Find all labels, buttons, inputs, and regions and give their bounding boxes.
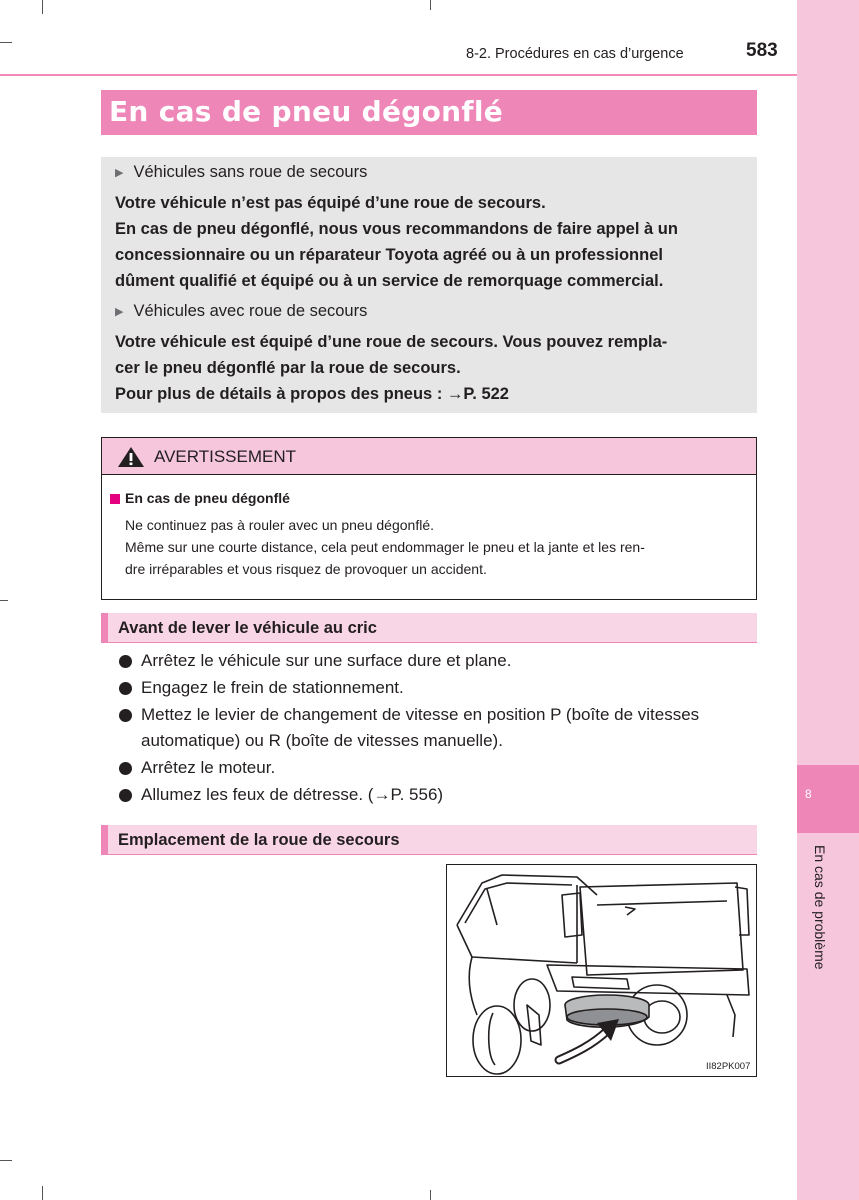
hazard-lights-reference-link[interactable]: Allumez les feux de détresse. (→P. 556) [141, 785, 444, 804]
bullet-dot-icon [119, 709, 132, 722]
no-spare-heading: Véhicules sans roue de secours [133, 163, 368, 181]
section-header-before-jacking [101, 613, 757, 643]
bullet-dot-icon [119, 682, 132, 695]
list-item: Arrêtez le véhicule sur une surface dure et plane. [141, 651, 512, 670]
section-header-spare-location [101, 825, 757, 855]
no-spare-heading-row [115, 159, 367, 187]
tire-reference-link[interactable]: Pour plus de détails à propos des pneus : →P. 522 [115, 385, 509, 403]
chapter-label: En cas de problème [812, 845, 828, 970]
with-spare-line: cer le pneu dégonflé par la roue de secours. [115, 359, 461, 377]
bullet-dot-icon [119, 762, 132, 775]
warning-line: Même sur une courte distance, cela peut endommager le pneu et la jante et les ren- [125, 539, 645, 555]
warning-subtitle: En cas de pneu dégonflé [125, 490, 290, 506]
warning-line: Ne continuez pas à rouler avec un pneu dégonflé. [125, 517, 434, 533]
bullet-dot-icon [119, 789, 132, 802]
with-spare-heading: Véhicules avec roue de secours [133, 302, 368, 320]
chapter-tab[interactable] [797, 765, 859, 833]
warning-triangle-icon [117, 446, 145, 468]
no-spare-line: concessionnaire ou un réparateur Toyota agréé ou à un professionnel [115, 246, 663, 264]
truck-rear-drawing [447, 865, 757, 1077]
chapter-strip [797, 0, 859, 1200]
no-spare-line: dûment qualifié et équipé ou à un service de remorquage commercial. [115, 272, 664, 290]
section-heading: Emplacement de la roue de secours [118, 831, 400, 849]
no-spare-line: En cas de pneu dégonflé, nous vous recommandons de faire appel à un [115, 220, 678, 238]
page-title: En cas de pneu dégonflé [109, 95, 504, 128]
figure-code: II82PK007 [706, 1061, 751, 1072]
bullet-dot-icon [119, 655, 132, 668]
crop-mark [0, 42, 12, 43]
warning-title: AVERTISSEMENT [154, 447, 297, 466]
section-heading: Avant de lever le véhicule au cric [118, 619, 377, 637]
crop-mark [430, 1190, 431, 1200]
triangle-bullet-icon: ▶ [115, 306, 124, 318]
page-title-bar [101, 90, 757, 135]
section-title: 8-2. Procédures en cas d’urgence [466, 46, 684, 62]
with-spare-line: Votre véhicule est équipé d’une roue de secours. Vous pouvez rempla- [115, 333, 668, 351]
crop-mark [42, 1186, 43, 1200]
crop-mark [0, 600, 8, 601]
header-rule [0, 74, 797, 76]
list-item: Mettez le levier de changement de vitesse en position P (boîte de vitesses [141, 705, 700, 724]
chapter-number: 8 [805, 787, 812, 801]
crop-mark [42, 0, 43, 14]
triangle-bullet-icon: ▶ [115, 167, 124, 179]
page-number: 583 [746, 40, 778, 61]
list-item-continuation: automatique) ou R (boîte de vitesses manuelle). [141, 731, 503, 750]
crop-mark [430, 0, 431, 10]
warning-box [101, 437, 757, 600]
warning-line: dre irréparables et vous risquez de provoquer un accident. [125, 561, 487, 577]
no-spare-line: Votre véhicule n’est pas équipé d’une roue de secours. [115, 194, 546, 212]
crop-mark [0, 1160, 12, 1161]
list-item: Arrêtez le moteur. [141, 758, 276, 777]
with-spare-heading-row [115, 298, 367, 326]
warning-header [102, 438, 756, 475]
list-item: Engagez le frein de stationnement. [141, 678, 404, 697]
spare-tire-illustration [446, 864, 757, 1077]
pink-square-bullet-icon [110, 494, 120, 504]
